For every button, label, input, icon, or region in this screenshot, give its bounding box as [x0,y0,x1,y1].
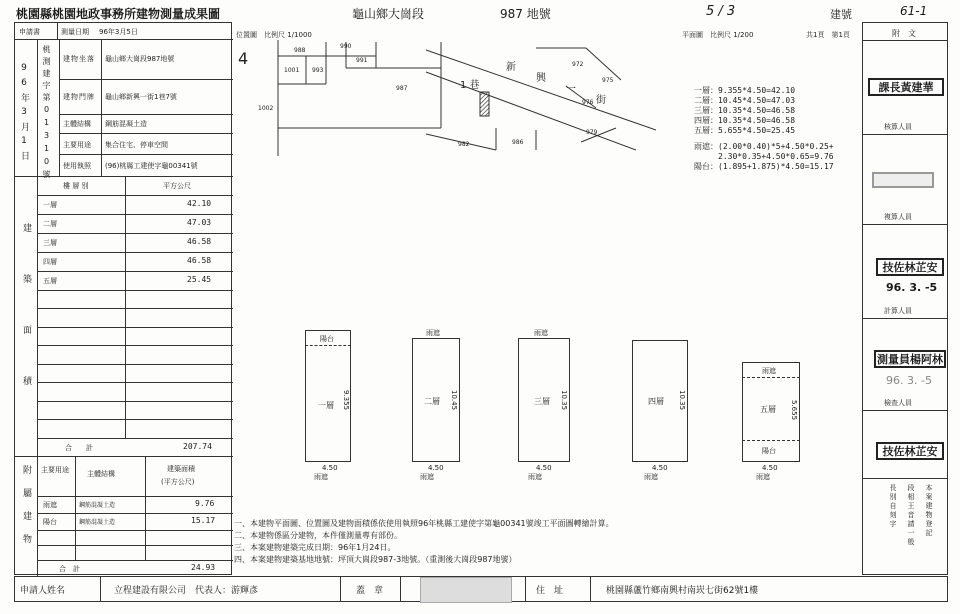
plan-side-dim: 10.45 [450,390,458,411]
road-char: 興 [536,73,546,84]
plan-top-label: 雨遮 [762,367,776,375]
annex-col-use: 主要用途 [41,466,69,474]
surveyor-stamp: 測量員楊阿林 [874,350,946,368]
apply-label: 申請書 [19,28,40,36]
plan-name: 五層 [760,405,776,414]
floor-name: 三層 [43,239,57,247]
lot-label: 976 [582,99,594,106]
floor-plan-label: 平面圖 比例尺 1/200 [682,31,754,39]
annex-use: 雨遮 [43,501,57,509]
col-floor-header: 樓 層 別 [63,182,89,190]
floor-area: 46.58 [187,256,212,265]
lot-label: 988 [294,47,306,54]
plan-name: 一層 [318,401,334,410]
calc-line: 一層：9.355*4.50=42.10 [694,86,796,95]
annex-area: 9.76 [195,499,215,508]
calc-line: 2.30*0.35+4.50*0.65=9.76 [718,152,834,161]
row-label-location: 建物坐落 [63,55,95,63]
calc-line: 陽台：(1.895+1.875)*4.50=15.17 [694,162,834,171]
row-value-address: 龜山鄉新興一街1巷7號 [105,93,177,101]
annex-area: 15.17 [191,516,216,525]
plan-name: 三層 [534,397,550,406]
lot-label: 1002 [258,105,274,112]
plan-name: 四層 [648,397,664,406]
row-label-address: 建物門牌 [63,93,95,101]
applicant-name-label: 申請人姓名 [20,586,66,596]
area-side-label: 建築面積 [21,223,31,427]
survey-date-label: 測量日期 [61,28,89,36]
plan-side-dim: 10.35 [678,390,686,411]
address-label: 住 址 [536,586,564,596]
lot-label: 1001 [284,67,300,74]
page-count: 共1頁 第1頁 [806,31,850,39]
left-form-table [14,22,232,575]
road-char: 街 [596,95,606,106]
row-label-structure: 主體結構 [63,120,91,128]
chief-stamp: 課長黃建華 [868,78,944,96]
lot-label: 972 [572,61,584,68]
annex-total-label: 合 計 [59,565,80,573]
note-line: 二、本建物係區分建物，本件僅測量專有部份。 [234,531,402,540]
lot-label: 986 [512,139,524,146]
road-char: 新 [506,62,516,73]
area-calculations [694,86,834,172]
annex-use: 陽台 [43,518,57,526]
calc-line: 四層：10.35*4.50=46.58 [694,116,796,125]
seal-label: 蓋 章 [356,586,384,596]
staff-stamp: 技佐林芷安 [876,258,944,276]
note-line: 三、本案建物建築完成日期：96年1月24日。 [234,543,396,552]
sign-date: 96. 3. -5 [886,281,938,294]
calc-line: 二層：10.45*4.50=47.03 [694,96,796,105]
notes [234,518,614,566]
company-seal [420,577,512,603]
remark-col: 段相王音請一般 [907,484,915,547]
survey-date: 96年3月5日 [99,28,138,36]
floor-name: 一層 [43,201,57,209]
area-total: 207.74 [183,442,212,451]
lot-label: 979 [586,129,598,136]
plan-foot-label: 雨遮 [644,473,658,481]
plan-bottom-dim: 4.50 [652,464,668,472]
applicant-name: 立程建設有限公司 代表人：游輝彥 [114,586,259,596]
applicant-address: 桃園縣蘆竹鄉南興村南崁七街62號1樓 [606,586,759,596]
location-map-label: 位置圖 比例尺 1/1000 [236,31,312,39]
lot-label: 990 [340,43,352,50]
plan-top-label: 陽台 [320,335,334,343]
signoff-top-label: 附 文 [892,29,916,38]
floor-area: 47.03 [187,218,212,227]
sign-date: 96. 3. -5 [886,374,932,387]
section-name: 龜山鄉大崗段 [352,7,425,21]
role-label: 複算人員 [884,213,912,221]
area-total-label: 合 計 [65,444,93,452]
plan-side-dim: 9.355 [342,390,350,411]
plan-bottom-dim: 4.50 [428,464,444,472]
plan-bottom-dim: 4.50 [536,464,552,472]
signoff-column [862,22,948,575]
row-value-license: (96)桃縣工建使字龜00341號 [105,162,198,170]
lane-label: 1 巷 [460,80,480,91]
plan-foot-label: 雨遮 [420,473,434,481]
row-value-structure: 鋼筋混凝土造 [105,120,147,128]
plan-bottom-dim: 4.50 [762,464,778,472]
lot-label: 987 [396,85,408,92]
floor-area: 46.58 [187,237,212,246]
staff-stamp: 技佐林芷安 [876,442,944,460]
annex-total: 24.93 [191,563,216,572]
faded-stamp [872,172,934,188]
plan-name: 二層 [424,397,440,406]
doc-number: 桃測建字第01310號 [42,45,51,182]
annex-side-label: 附屬建物 [21,465,31,557]
calc-line: 三層：10.35*4.50=46.58 [694,106,796,115]
document-title: 桃園縣桃園地政事務所建物測量成果圖 [16,7,221,21]
annex-struct: 鋼筋混凝土造 [79,502,116,509]
handwritten-note: 5 / 3 [706,4,736,19]
note-line: 四、本案建物建築基地地號：坪頂大崗段987-3地號。（重測後大崗段987地號） [234,555,517,564]
plan-side-dim: 5.655 [790,400,798,421]
row-label-usage: 主要用途 [63,141,91,149]
role-label: 檢查人員 [884,399,912,407]
plan-top-label: 雨遮 [426,329,440,337]
floor-area: 42.10 [187,199,212,208]
remark-col: 本案建物登記 [925,484,933,538]
plan-foot-label: 雨遮 [528,473,542,481]
plan-top-label: 雨遮 [534,329,548,337]
row-value-location: 龜山鄉大崗段987地號 [105,55,175,63]
lot-number: 987 地號 [500,7,551,21]
plan-bottom-dim: 4.50 [322,464,338,472]
annex-col-area: 建築面積 [167,465,195,473]
note-line: 一、本建物平面圖、位置圖及建物面積係依使用執照96年桃縣工建使字第龜00341號竣工平面圖轉繪計算。 [234,519,614,528]
lot-label: 982 [458,141,470,148]
calc-line: 雨遮：(2.00*0.40)*5+4.50*0.25+ [694,142,834,151]
plan-foot-label: 雨遮 [314,473,328,481]
annex-col-struct: 主體結構 [87,470,115,478]
plan-side-dim: 10.35 [560,390,568,411]
floor-name: 五層 [43,277,57,285]
col-area-header: 平方公尺 [163,182,191,190]
calc-line: 五層：5.655*4.50=25.45 [694,126,796,135]
plan-extra-label: 陽台 [762,447,776,455]
annex-struct: 鋼筋混凝土造 [79,519,116,526]
road-char: 一 [566,84,576,95]
plan-foot-label: 雨遮 [756,473,770,481]
role-label: 核算人員 [884,123,912,131]
building-no-label: 建號 [830,8,852,21]
lot-label: 993 [312,67,324,74]
floor-name: 四層 [43,258,57,266]
location-map [236,38,656,156]
annex-col-area-unit: (平方公尺) [161,478,195,486]
floor-area: 25.45 [187,275,212,284]
remark-col: 長別自刻字 [889,484,897,529]
issue-date: 96年3月1日 [19,63,29,165]
lot-label: 991 [356,57,368,64]
lot-label: 4 [238,49,249,68]
building-no: 61-1 [900,4,928,18]
lot-label: 975 [602,77,614,84]
role-label: 計算人員 [884,307,912,315]
row-value-usage: 集合住宅、停車空間 [105,141,168,149]
floor-name: 二層 [43,220,57,228]
row-label-license: 使用執照 [63,162,91,170]
